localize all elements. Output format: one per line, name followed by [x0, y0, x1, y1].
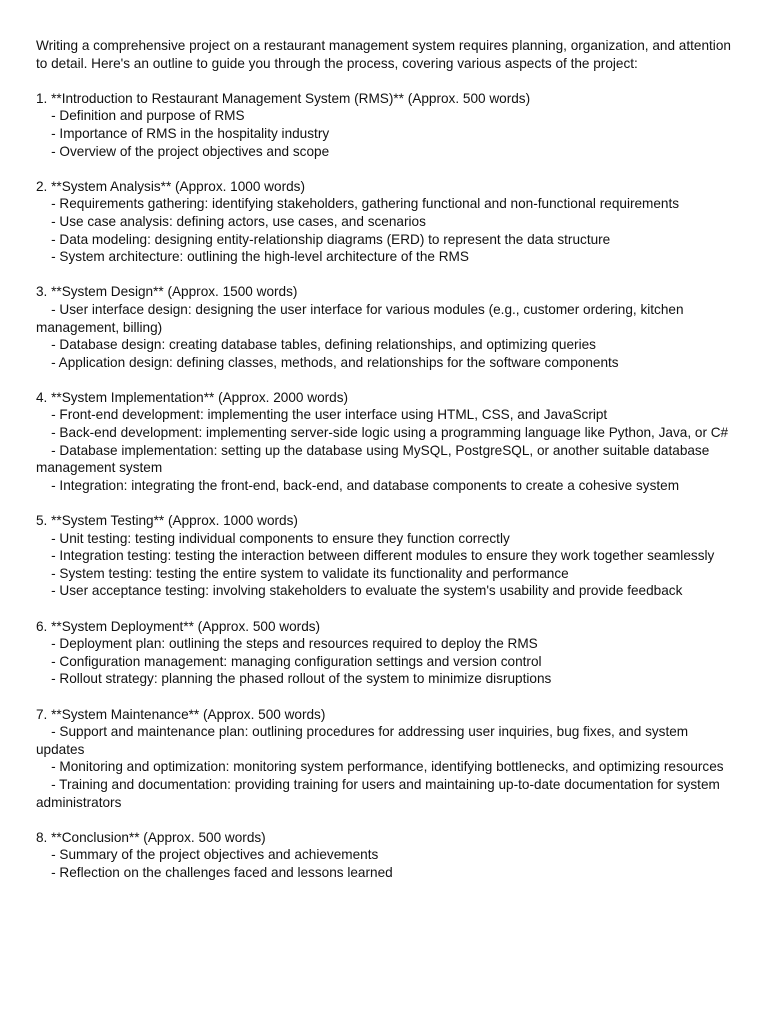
section-bullet: - Use case analysis: defining actors, use cases, and scenarios	[51, 213, 426, 229]
section-bullet: - Requirements gathering: identifying stakeholders, gathering functional and non-functional requirements	[51, 196, 680, 212]
section-bullet: - Deployment plan: outlining the steps and resources required to deploy the RMS	[51, 636, 538, 652]
section-system-design	[36, 283, 736, 371]
section-bullet: - Rollout strategy: planning the phased rollout of the system to minimize disruptions	[51, 671, 552, 687]
section-bullet: - Integration testing: testing the interaction between different modules to ensure they work together seamlessly	[51, 548, 715, 564]
section-bullet: - Integration: integrating the front-end, back-end, and database components to create a cohesive system	[51, 477, 680, 493]
section-bullet: - Support and maintenance plan: outlining procedures for addressing user inquiries, bug fixes, and system updates	[36, 724, 689, 757]
section-bullet: - User interface design: designing the user interface for various modules (e.g., customer ordering, kitchen management, billing)	[36, 301, 684, 335]
section-bullet: - Monitoring and optimization: monitoring system performance, identifying bottlenecks, and optimizing resources	[51, 759, 724, 775]
intro-paragraph: Writing a comprehensive project on a restaurant management system requires planning, organization, and attention to detail. Here's an outline to guide you through the process, covering various aspects of the project:	[36, 38, 731, 71]
section-bullet: - Summary of the project objectives and achievements	[51, 847, 379, 863]
section-bullet: - Database design: creating database tables, defining relationships, and optimizing queries	[51, 337, 596, 353]
section-system-deployment	[36, 618, 736, 688]
section-bullet: - Configuration management: managing configuration settings and version control	[51, 653, 542, 669]
section-bullet: - Back-end development: implementing server-side logic using a programming language like Python, Java, or C#	[51, 425, 729, 441]
section-bullet: - Data modeling: designing entity-relationship diagrams (ERD) to represent the data structure	[51, 231, 611, 247]
section-bullet: - User acceptance testing: involving stakeholders to evaluate the system's usability and provide feedback	[51, 583, 683, 599]
section-heading: 4. **System Implementation** (Approx. 2000 words)	[36, 389, 349, 405]
section-heading: 7. **System Maintenance** (Approx. 500 words)	[36, 706, 326, 722]
section-introduction	[36, 90, 736, 160]
section-bullet: - Application design: defining classes, methods, and relationships for the software components	[51, 354, 619, 370]
section-bullet: - Training and documentation: providing training for users and maintaining up-to-date documentation for system administrators	[36, 776, 720, 810]
section-system-testing	[36, 512, 736, 600]
section-heading: 3. **System Design** (Approx. 1500 words)	[36, 284, 298, 300]
section-bullet: - Definition and purpose of RMS	[51, 108, 245, 124]
section-system-implementation	[36, 389, 736, 495]
section-conclusion	[36, 829, 736, 882]
section-bullet: - Overview of the project objectives and scope	[51, 143, 330, 159]
section-heading: 1. **Introduction to Restaurant Management System (RMS)** (Approx. 500 words)	[36, 90, 531, 106]
section-bullet: - Importance of RMS in the hospitality industry	[51, 125, 330, 141]
section-bullet: - Reflection on the challenges faced and lessons learned	[51, 864, 393, 880]
section-bullet: - System testing: testing the entire system to validate its functionality and performance	[51, 565, 569, 581]
section-heading: 5. **System Testing** (Approx. 1000 words)	[36, 513, 298, 529]
section-system-analysis	[36, 178, 736, 266]
section-bullet: - Database implementation: setting up the database using MySQL, PostgreSQL, or another suitable database management system	[36, 442, 710, 476]
section-system-maintenance	[36, 706, 736, 812]
section-heading: 2. **System Analysis** (Approx. 1000 words)	[36, 178, 305, 194]
section-heading: 6. **System Deployment** (Approx. 500 words)	[36, 618, 321, 634]
section-heading: 8. **Conclusion** (Approx. 500 words)	[36, 829, 266, 845]
section-bullet: - Front-end development: implementing the user interface using HTML, CSS, and JavaScript	[51, 407, 608, 423]
section-bullet: - System architecture: outlining the high-level architecture of the RMS	[51, 249, 469, 265]
section-bullet: - Unit testing: testing individual components to ensure they function correctly	[51, 530, 510, 546]
document-body	[36, 37, 736, 899]
